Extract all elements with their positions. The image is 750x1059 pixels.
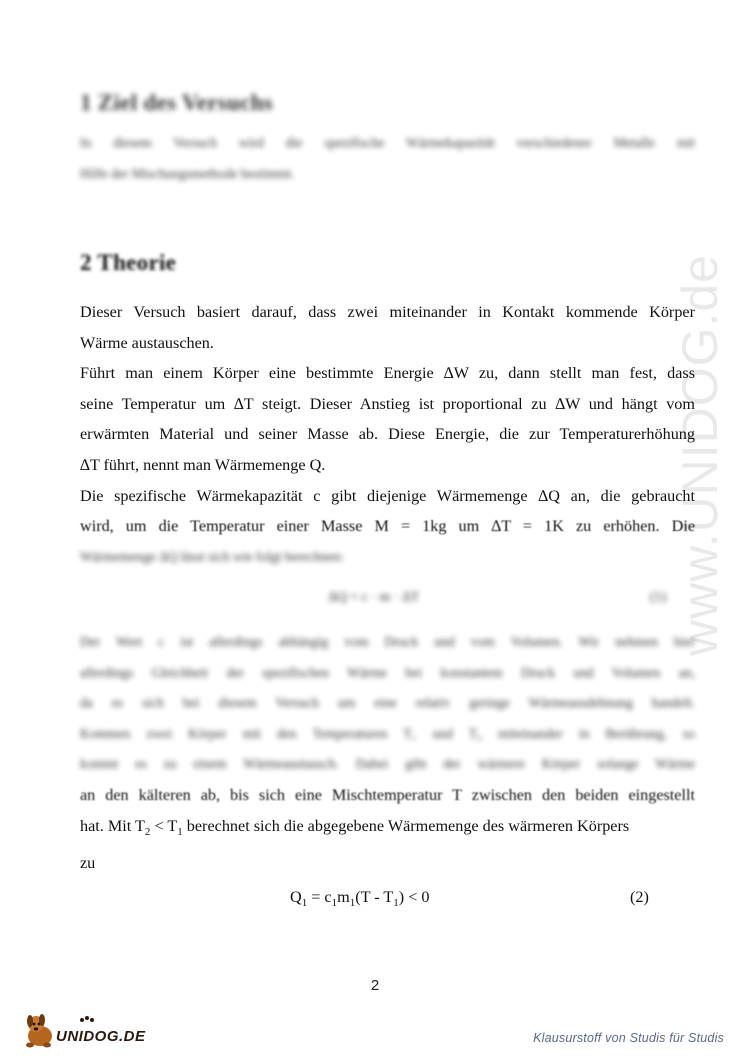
blurred-line-1: Der Wert c ist allerdings abhängig vom Druck und vom Volumen. Wir nehmen hier [80, 634, 695, 649]
mit-sub-1: 1 [177, 826, 183, 839]
theory-line-6: ∆T führt, nennt man Wärmemenge Q. [80, 455, 326, 474]
blurred-line-5: kommt es zu einem Wärmeaustausch. Dabei gibt der wärmere Körper solange Wärme [80, 756, 695, 772]
mit-text-pre: hat. Mit T [80, 817, 145, 835]
formula-2-eq: = c [307, 888, 332, 906]
formula-1: ∆Q = c · m · ∆T [328, 590, 420, 605]
mit-line [80, 811, 695, 848]
theory-paragraph [80, 297, 695, 572]
blurred-paragraph [80, 627, 695, 780]
theory-line-3: Führt man einem Körper eine bestimmte Energie ∆W zu, dann stellt man fest, dass [80, 364, 695, 383]
theory-line-4: seine Temperatur um ∆T steigt. Dieser Anstieg ist proportional zu ∆W und hängt vom [80, 394, 695, 413]
formula-2-number: (2) [630, 888, 649, 906]
formula-2-c-sub: 1 [331, 897, 338, 910]
formula-1-number: (1) [650, 590, 667, 605]
mit-sub-2: 2 [144, 826, 151, 839]
mit-text-mid: < T [150, 817, 178, 835]
watermark-text: www.UNIDOG.de [672, 254, 728, 656]
formula-2-m-sub: 1 [349, 897, 356, 910]
blurred-line-6: an den kälteren ab, bis sich eine Mischtemperatur T zwischen den beiden eingestellt [80, 786, 695, 804]
formula-2 [290, 888, 430, 909]
section-1-line-1: In diesem Versuch wird die spezifische Wärmekapazität verschiedener Metalle mit [80, 135, 695, 150]
zu-line: zu [80, 853, 96, 872]
footer-logo-text: UNIDOG.DE [56, 1028, 146, 1045]
theory-line-7: Die spezifische Wärmekapazität c gibt diejenige Wärmemenge ∆Q an, die gebraucht [80, 486, 695, 505]
formula-2-t-sub: 1 [393, 897, 399, 910]
theory-line-8: wird, um die Temperatur einer Masse M = 1kg um ∆T = 1K zu erhöhen. Die [80, 517, 695, 536]
section-2-heading: 2 Theorie [80, 250, 177, 275]
theory-line-5: erwärmten Material und seiner Masse ab. Diese Energie, die zur Temperaturerhöhung [80, 425, 695, 444]
blurred-line-2: allerdings Gleichheit der spezifischen Wärme bei konstantem Druck und Volumen an, [80, 664, 695, 680]
section-1-line-2: Hilfe der Mischungsmethode bestimmt. [80, 165, 295, 181]
formula-2-tail: ) < 0 [398, 888, 430, 906]
formula-2-q: Q [290, 888, 302, 906]
formula-2-q-sub: 1 [301, 897, 308, 910]
blurred-line-3: da es sich bei diesem Versuch um eine relativ geringe Wärmeausdehnung handelt. [80, 695, 695, 711]
footer-tagline: Klausurstoff von Studis für Studis [533, 1031, 724, 1045]
mit-text-post: berechnet sich die abgegebene Wärmemenge des wärmeren Körpers [182, 817, 630, 835]
theory-line-9-blurred: Wärmemenge ∆Q lässt sich wie folgt berechnen: [80, 548, 344, 564]
page-number: 2 [370, 977, 380, 994]
blurred-line-4: Kommen zwei Körper mit den Temperaturen T₁ und T₂ miteinander in Berührung, so [80, 725, 695, 741]
partially-blurred-line [80, 780, 695, 811]
theory-line-2: Wärme austauschen. [80, 333, 214, 352]
section-1-text [80, 128, 695, 189]
formula-2-m: m [337, 888, 350, 906]
mit-paragraph [80, 811, 695, 878]
section-1-heading: 1 Ziel des Versuchs [80, 90, 273, 115]
formula-2-paren: (T - T [355, 888, 394, 906]
theory-line-1: Dieser Versuch basiert darauf, dass zwei miteinander in Kontakt kommende Körper [80, 303, 695, 321]
